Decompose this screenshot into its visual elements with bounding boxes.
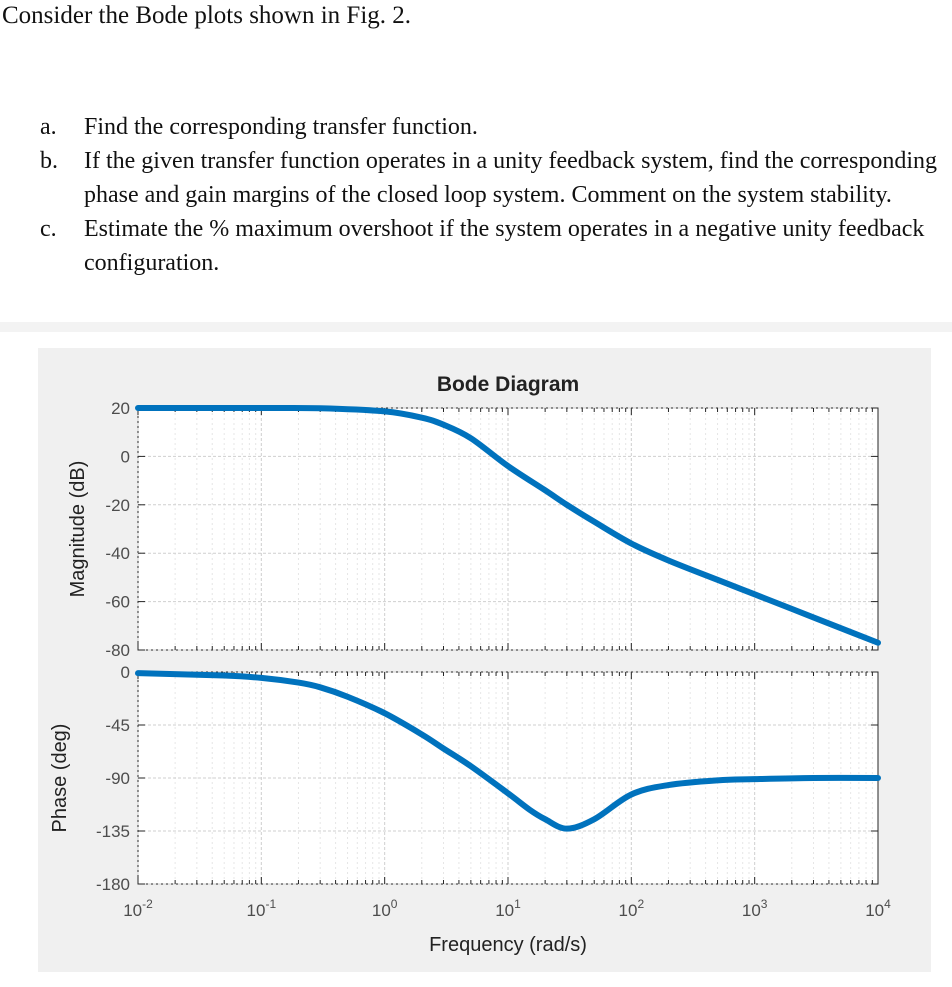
question-letter-a: a. — [40, 114, 57, 140]
x-tick-label-base: 10 — [865, 901, 885, 920]
question-item-c — [40, 212, 940, 280]
bode-figure — [38, 348, 931, 972]
phase-y-tick-label: -135 — [95, 822, 130, 841]
phase-y-tick-label: -45 — [105, 716, 130, 735]
magnitude-y-tick-labels — [105, 399, 130, 660]
x-tick-label-base: 10 — [246, 901, 266, 920]
magnitude-y-tick-label: -20 — [105, 495, 130, 515]
x-tick-labels — [123, 897, 891, 920]
chart-title: Bode Diagram — [436, 373, 580, 396]
question-item-a — [40, 110, 940, 144]
x-tick-label — [123, 897, 153, 920]
x-tick-label — [495, 897, 521, 920]
x-tick-label-base: 10 — [495, 901, 515, 920]
question-text-b: If the given transfer function operates in a unity feedback system, find the corresponding phase and gain margins of the closed loop system. Comment on the system stability. — [84, 148, 938, 208]
bode-diagram — [38, 348, 931, 972]
x-tick-label-base: 10 — [618, 901, 638, 920]
x-tick-label — [865, 897, 891, 920]
x-tick-label — [372, 897, 398, 920]
question-letter-c: c. — [40, 216, 57, 242]
x-tick-label-base: 10 — [741, 901, 761, 920]
section-divider — [0, 322, 952, 332]
x-tick-label-exponent: 3 — [760, 897, 768, 911]
phase-y-tick-label: 0 — [120, 663, 130, 682]
x-tick-label — [619, 897, 645, 920]
question-text-c: Estimate the % maximum overshoot if the system operates in a negative unity feedback configuration. — [84, 216, 925, 276]
x-axis-label: Frequency (rad/s) — [429, 934, 587, 956]
question-letter-b: b. — [40, 148, 58, 174]
magnitude-y-tick-label: -80 — [105, 641, 130, 660]
magnitude-y-tick-label: -60 — [105, 592, 130, 612]
magnitude-y-tick-label: 0 — [120, 447, 130, 467]
phase-y-tick-labels — [96, 663, 130, 894]
x-tick-label-base: 10 — [123, 901, 143, 920]
x-tick-label — [247, 897, 277, 920]
problem-intro: Consider the Bode plots shown in Fig. 2. — [2, 2, 412, 29]
x-tick-label-exponent: -1 — [265, 897, 277, 911]
magnitude-y-tick-label: -40 — [105, 544, 130, 564]
x-tick-label-exponent: -2 — [142, 897, 153, 911]
x-tick-label-base: 10 — [371, 901, 391, 920]
phase-y-tick-label: -90 — [105, 769, 130, 788]
question-item-b — [40, 144, 940, 212]
x-tick-label-exponent: 2 — [637, 897, 645, 911]
x-tick-label-exponent: 1 — [514, 897, 521, 911]
phase-y-tick-label: -180 — [95, 875, 130, 894]
question-text-a: Find the corresponding transfer function. — [84, 114, 478, 140]
phase-y-axis-label: Phase (deg) — [49, 723, 71, 833]
magnitude-y-tick-label: 20 — [111, 399, 130, 418]
x-tick-label-exponent: 0 — [390, 897, 398, 911]
question-list — [40, 110, 940, 280]
x-tick-label — [742, 897, 768, 920]
magnitude-y-axis-label: Magnitude (dB) — [67, 460, 89, 598]
x-tick-label-exponent: 4 — [884, 897, 891, 911]
